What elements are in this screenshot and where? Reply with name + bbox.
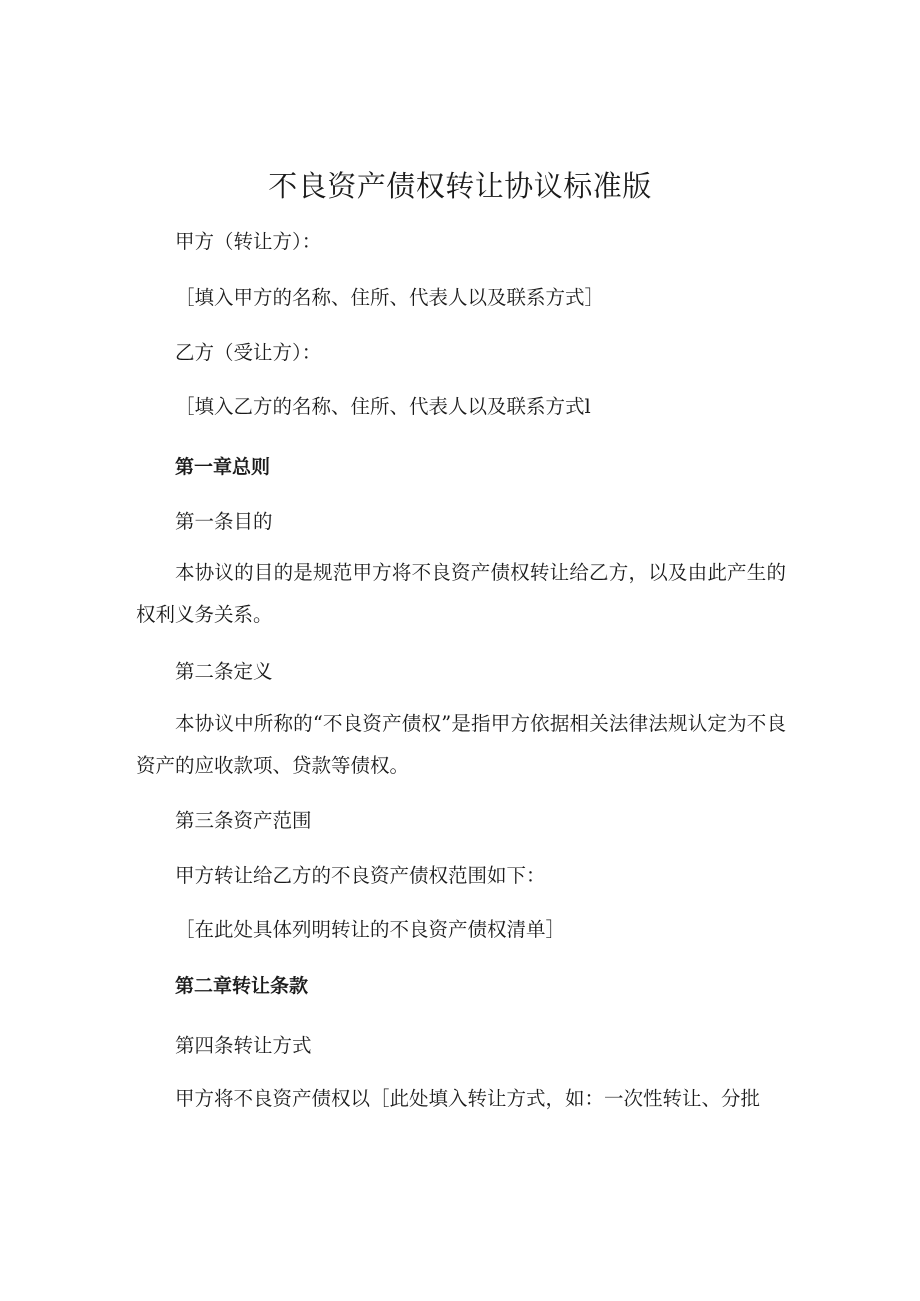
chapter-2-heading: 第二章转让条款 bbox=[175, 975, 309, 997]
article-1-heading: 第一条目的 bbox=[175, 510, 273, 533]
party-b-placeholder: ［填入乙方的名称、住所、代表人以及联系方式l bbox=[175, 395, 591, 418]
party-b-label: 乙方（受让方）： bbox=[175, 341, 322, 364]
article-2-heading: 第二条定义 bbox=[175, 660, 273, 683]
article-3-placeholder: ［在此处具体列明转让的不良资产债权清单］ bbox=[175, 918, 566, 941]
article-2-text: 本协议中所称的“不良资产债权”是指甲方依据相关法律法规认定为不良资产的应收款项、贷款等债权。 bbox=[136, 712, 786, 777]
article-3-text: 甲方转让给乙方的不良资产债权范围如下： bbox=[175, 864, 546, 887]
article-3-heading: 第三条资产范围 bbox=[175, 809, 312, 832]
article-1-text: 本协议的目的是规范甲方将不良资产债权转让给乙方，以及由此产生的权利义务关系。 bbox=[136, 561, 786, 626]
chapter-1-heading: 第一章总则 bbox=[175, 456, 271, 478]
party-a-label: 甲方（转让方）： bbox=[175, 230, 322, 253]
party-a-placeholder: ［填入甲方的名称、住所、代表人以及联系方式］ bbox=[175, 286, 605, 309]
article-4-text: 甲方将不良资产债权以［此处填入转让方式，如：一次性转让、分批 bbox=[175, 1087, 761, 1110]
article-4-heading: 第四条转让方式 bbox=[175, 1034, 312, 1057]
document-title: 不良资产债权转让协议标准版 bbox=[268, 169, 652, 203]
